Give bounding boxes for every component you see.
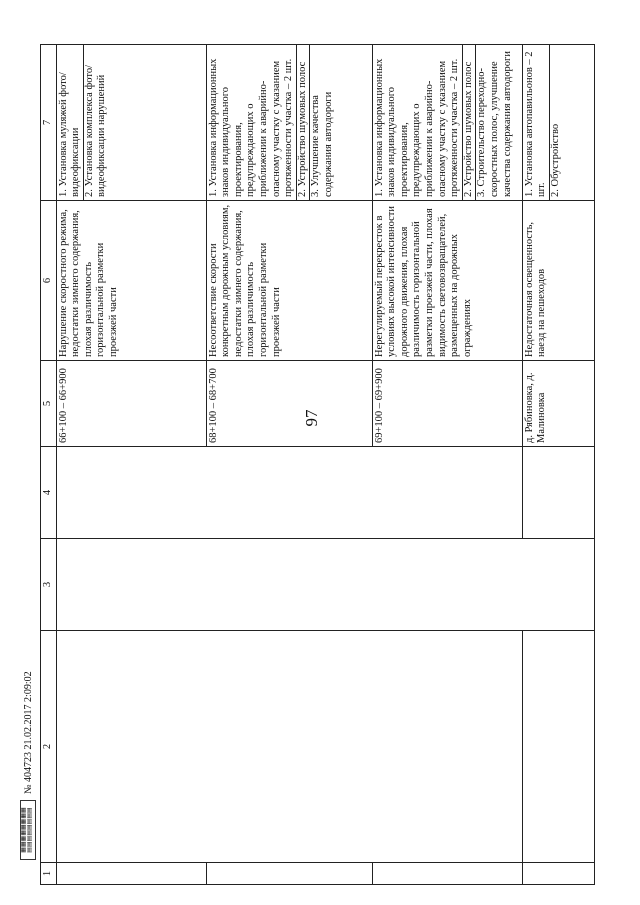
- table-cell-col2: [56, 631, 522, 863]
- measure-item: 2. Устройство шумовых полос: [296, 45, 310, 200]
- measures-cell: [522, 45, 594, 201]
- document-table-wrapper: [40, 45, 595, 885]
- document-stamp: [18, 600, 38, 860]
- problem-cell: Недостаточная освещенность, наезд на пешеходов: [522, 201, 594, 361]
- measure-item: 1. Установка информационных знаков индивидуального проектирования, предупреждающих о приближении к аварийно-опасному участку с указанием протяженности участка – 2 шт.: [373, 58, 461, 197]
- km-cell: 69+100 – 69+900: [372, 361, 522, 447]
- page-number: 97: [302, 409, 321, 427]
- table-cell-col3: [56, 539, 594, 631]
- location-cell: д. Рябиновка, д. Малиновка: [522, 361, 594, 447]
- measures-cell: [56, 45, 206, 201]
- measure-item: 1. Установка муляжей фото/видеофиксации: [57, 72, 82, 197]
- stamp-logo-icon: ▦▦▦▦▦▦▦▦ ▤▤▤▤▤▤▤▤: [20, 800, 36, 860]
- measures-table: [40, 44, 595, 885]
- header-cell: 3: [41, 539, 57, 631]
- table-row: [522, 45, 594, 885]
- header-cell: 7: [41, 45, 57, 201]
- measure-item: 3. Улучшение качества содержания автодороги: [309, 45, 335, 200]
- measure-item: 3. Строительство переходно-скоростных полос, улучшение качества содержания автодороги: [475, 45, 514, 200]
- problem-cell: Нерегулируемый перекресток в условиях высокой интенсивности дорожного движения, плохая различимость горизонтальной разметки проезжей части, плохая видимость световозвращателей, размещенных на дорожных ограждениях: [372, 201, 522, 361]
- header-cell: 4: [41, 447, 57, 539]
- km-cell: 68+100 – 68+700: [206, 361, 372, 447]
- measure-item: 1. Установка информационных знаков индивидуального проектирования, предупреждающих о приближении к аварийно-опасному участку с указанием протяженности участка – 2 шт.: [207, 58, 295, 197]
- header-cell: 6: [41, 201, 57, 361]
- table-row: [56, 45, 206, 885]
- measures-cell: [372, 45, 522, 201]
- table-cell-col4: [56, 447, 522, 539]
- header-row: [41, 45, 57, 885]
- stamp-text: № 404723 21.02.2017 2:09:02: [22, 671, 34, 794]
- problem-cell: Несоответствие скорости конкретным дорожным условиям, недостатки зимнего содержания, плохая различимость горизонтальной разметки проезжей части: [206, 201, 372, 361]
- measures-cell: [206, 45, 372, 201]
- km-cell: 66+100 – 66+900: [56, 361, 206, 447]
- header-cell: 1: [41, 863, 57, 885]
- measure-item: 1. Установка автопавильонов – 2 шт.: [523, 51, 548, 197]
- header-cell: 5: [41, 361, 57, 447]
- problem-cell: Нарушение скоростного режима, недостатки зимнего содержания, плохая различимость горизонтальной разметки проезжей части: [56, 201, 206, 361]
- header-cell: 2: [41, 631, 57, 863]
- measure-item: 2. Устройство шумовых полос: [462, 45, 476, 200]
- measure-item: 2. Установка комплекса фото/видеофиксации нарушений: [83, 45, 109, 200]
- measure-item: 2. Обустройство: [549, 45, 563, 200]
